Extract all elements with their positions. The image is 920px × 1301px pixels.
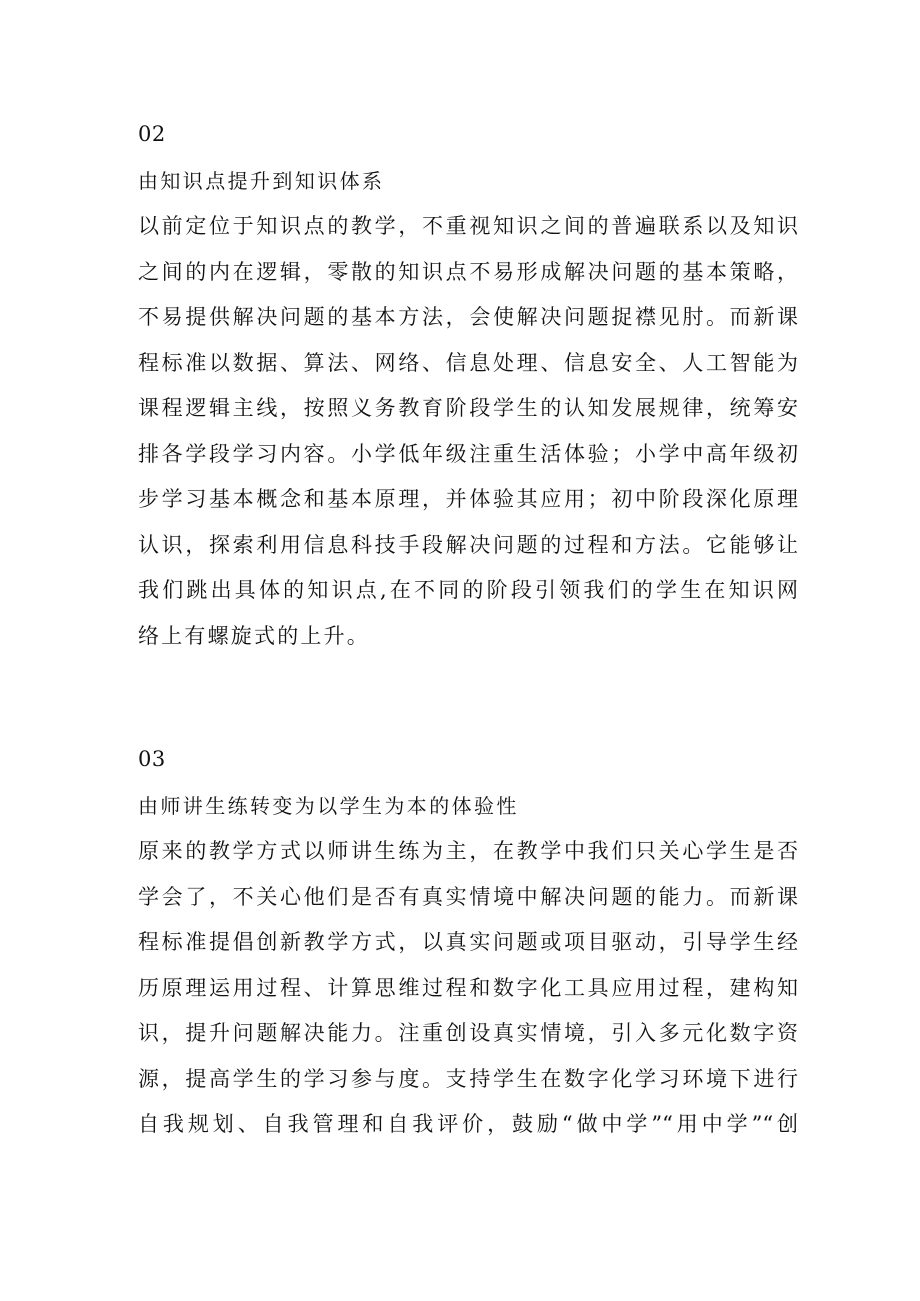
paragraph-line: 认识，探索利用信息科技手段解决问题的过程和方法。它能够让 <box>138 532 798 557</box>
paragraph-line: 之间的内在逻辑，零散的知识点不易形成解决问题的基本策略， <box>138 259 798 284</box>
section-number: 03 <box>138 747 166 771</box>
paragraph-line: 络上有螺旋式的上升。 <box>138 623 370 648</box>
section-number: 02 <box>138 122 166 146</box>
paragraph-line: 步学习基本概念和基本原理，并体验其应用；初中阶段深化原理 <box>138 487 798 511</box>
paragraph-line: 识，提升问题解决能力。注重创设真实情境，引入多元化数字资 <box>138 1021 798 1045</box>
paragraph-line: 程标准以数据、算法、网络、信息处理、信息安全、人工智能为 <box>138 350 798 375</box>
section-02 <box>138 112 798 659</box>
section-title: 由知识点提升到知识体系 <box>138 169 385 193</box>
section-03 <box>138 737 798 1148</box>
paragraph-line: 排各学段学习内容。小学低年级注重生活体验；小学中高年级初 <box>138 441 798 466</box>
section-body <box>138 204 798 659</box>
paragraph-line: 学会了，不关心他们是否有真实情境中解决问题的能力。而新课 <box>138 884 798 909</box>
paragraph-line: 历原理运用过程、计算思维过程和数字化工具应用过程，建构知 <box>138 975 798 1000</box>
section-body <box>138 829 798 1148</box>
paragraph-line: 原来的教学方式以师讲生练为主，在教学中我们只关心学生是否 <box>138 839 798 863</box>
paragraph-line: 源，提高学生的学习参与度。支持学生在数字化学习环境下进行 <box>138 1066 798 1091</box>
paragraph-line: 课程逻辑主线，按照义务教育阶段学生的认知发展规律，统筹安 <box>138 396 798 420</box>
section-title: 由师讲生练转变为以学生为本的体验性 <box>138 794 519 818</box>
paragraph-line: 程标准提倡创新教学方式，以真实问题或项目驱动，引导学生经 <box>138 930 798 954</box>
paragraph-line: 我们跳出具体的知识点,在不同的阶段引领我们的学生在知识网 <box>138 578 798 602</box>
paragraph-line: 自我规划、自我管理和自我评价，鼓励“做中学”“用中学”“创 <box>138 1112 798 1136</box>
paragraph-line: 以前定位于知识点的教学，不重视知识之间的普遍联系以及知识 <box>138 214 798 238</box>
paragraph-line: 不易提供解决问题的基本方法，会使解决问题捉襟见肘。而新课 <box>138 305 798 329</box>
